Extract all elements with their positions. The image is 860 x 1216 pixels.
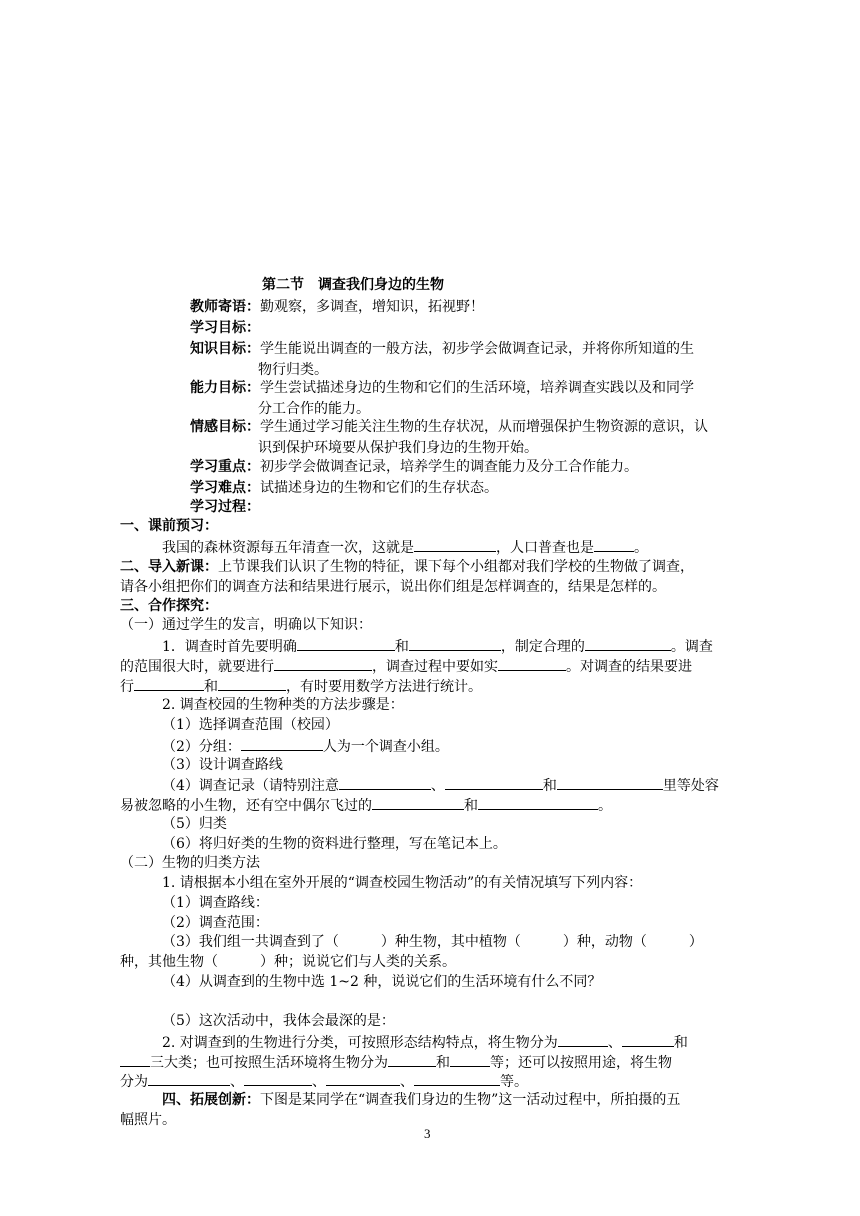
section-1-heading: 一、课前预习： [120, 518, 218, 534]
blank[interactable] [557, 776, 663, 790]
blank[interactable] [297, 637, 395, 651]
page-title: 第二节 调查我们身边的生物 [262, 277, 444, 293]
step-3: （3）设计调查路线 [162, 757, 283, 773]
teacher-text: 勤观察，多调查，增知识，拓视野！ [260, 299, 484, 315]
question-1-3-cont: 种，其他生物（ ）种；说说它们与人类的关系。 [120, 954, 456, 970]
blank[interactable] [326, 1072, 400, 1086]
blank[interactable] [218, 677, 286, 691]
key-text: 初步学会做调查记录，培养学生的调查能力及分工合作能力。 [260, 459, 638, 475]
step-5: （5）归类 [162, 816, 227, 832]
blank[interactable] [244, 1072, 312, 1086]
blank[interactable] [372, 796, 464, 810]
part-1-line-3: 行 和 ，有时要用数学方法进行统计。 [120, 679, 482, 695]
teacher-message [190, 299, 484, 315]
section-2: 二、导入新课：上节课我们认识了生物的特征，课下每个小组都对我们学校的生物做了调查， [120, 559, 694, 575]
section-4: 四、拓展创新：下图是某同学在“调查我们身边的生物”这一活动过程中，所拍摄的五 [162, 1092, 681, 1108]
part-3-heading: （二）生物的归类方法 [120, 855, 260, 871]
part-1-heading: （一）通过学生的发言，明确以下知识： [120, 617, 372, 633]
knowledge-text-1: 学生能说出调查的一般方法，初步学会做调查记录，并将你所知道的生 [260, 341, 694, 357]
blank[interactable] [498, 657, 566, 671]
question-1-4: （4）从调查到的生物中选 1~2 种，说说它们的生活环境有什么不同？ [162, 974, 602, 990]
blank[interactable] [241, 737, 323, 751]
difficulty-label: 学习难点： [190, 480, 260, 496]
process-label: 学习过程： [190, 499, 260, 515]
blank[interactable] [585, 637, 671, 651]
emotion-goal [190, 419, 708, 435]
step-1: （1）选择调查范围（校园） [162, 717, 339, 733]
question-1-1: （1）调查路线： [162, 895, 269, 911]
blank[interactable] [414, 538, 496, 552]
knowledge-text-2: 物行归类。 [258, 362, 328, 378]
blank[interactable] [558, 1033, 608, 1047]
blank[interactable] [120, 1053, 150, 1067]
blank[interactable] [445, 776, 543, 790]
emotion-text-2: 识到保护环境要从保护我们身边的生物开始。 [258, 440, 538, 456]
goals-label: 学习目标： [190, 320, 260, 336]
blank[interactable] [388, 1053, 436, 1067]
ability-label: 能力目标： [190, 380, 260, 396]
emotion-text-1: 学生通过学习能关注生物的生存状况，从而增强保护生物资源的意识，认 [260, 419, 708, 435]
blank[interactable] [622, 1033, 674, 1047]
blank[interactable] [148, 1072, 230, 1086]
section-4-text-2: 幅照片。 [120, 1112, 176, 1128]
teacher-label: 教师寄语： [190, 299, 260, 315]
ability-text-1: 学生尝试描述身边的生物和它们的生活环境，培养调查实践以及和同学 [260, 380, 694, 396]
section-1-text: 我国的森林资源每五年清查一次，这就是 ，人口普查也是 。 [162, 540, 648, 556]
question-2-line-3: 分为 、 、 、 等。 [120, 1074, 528, 1090]
question-1-5: （5）这次活动中，我体会最深的是： [162, 1013, 395, 1029]
step-4: （4）调查记录（请特别注意 、 和 里等处容 [162, 778, 719, 794]
difficulty-points [190, 480, 498, 496]
key-label: 学习重点： [190, 459, 260, 475]
step-6: （6）将归好类的生物的资料进行整理，写在笔记本上。 [162, 836, 507, 852]
step-4-cont: 易被忽略的小生物，还有空中偶尔飞过的 和 。 [120, 798, 612, 814]
knowledge-label: 知识目标： [190, 341, 260, 357]
ability-text-2: 分工合作的能力。 [258, 401, 370, 417]
question-1: 1. 请根据本小组在室外开展的“调查校园生物活动”的有关情况填写下列内容： [162, 875, 643, 891]
part-1-line-1: 1．调查时首先要明确 和 ，制定合理的 。调查 [162, 639, 713, 655]
page-number: 3 [424, 1126, 431, 1141]
blank[interactable] [339, 776, 431, 790]
blank[interactable] [450, 1053, 490, 1067]
blank[interactable] [478, 796, 598, 810]
blank[interactable] [134, 677, 204, 691]
blank[interactable] [594, 538, 634, 552]
ability-goal [190, 380, 694, 396]
part-1-line-2: 的范围很大时，就要进行 ，调查过程中要如实 。对调查的结果要进 [120, 659, 692, 675]
key-points [190, 459, 638, 475]
question-1-3: （3）我们组一共调查到了（ ）种生物，其中植物（ ）种，动物（ ） [162, 934, 703, 950]
emotion-label: 情感目标： [190, 419, 260, 435]
blank[interactable] [409, 637, 501, 651]
question-2-line-1: 2. 对调查到的生物进行分类，可按照形态结构特点，将生物分为 、 和 [162, 1035, 688, 1051]
difficulty-text: 试描述身边的生物和它们的生存状态。 [260, 480, 498, 496]
question-2-line-2: 三大类；也可按照生活环境将生物分为 和 等；还可以按照用途，将生物 [120, 1053, 672, 1071]
blank[interactable] [414, 1072, 500, 1086]
knowledge-goal [190, 341, 694, 357]
question-1-2: （2）调查范围： [162, 915, 269, 931]
section-4-heading: 四、拓展创新： [162, 1092, 260, 1108]
section-3-heading: 三、合作探究： [120, 598, 218, 614]
part-2-heading: 2. 调查校园的生物种类的方法步骤是： [162, 697, 404, 713]
section-2-heading: 二、导入新课： [120, 559, 218, 575]
section-2-text-2: 请各小组把你们的调查方法和结果进行展示，说出你们组是怎样调查的，结果是怎样的。 [120, 579, 666, 595]
step-2: （2）分组： 人为一个调查小组。 [162, 739, 449, 755]
blank[interactable] [274, 657, 372, 671]
